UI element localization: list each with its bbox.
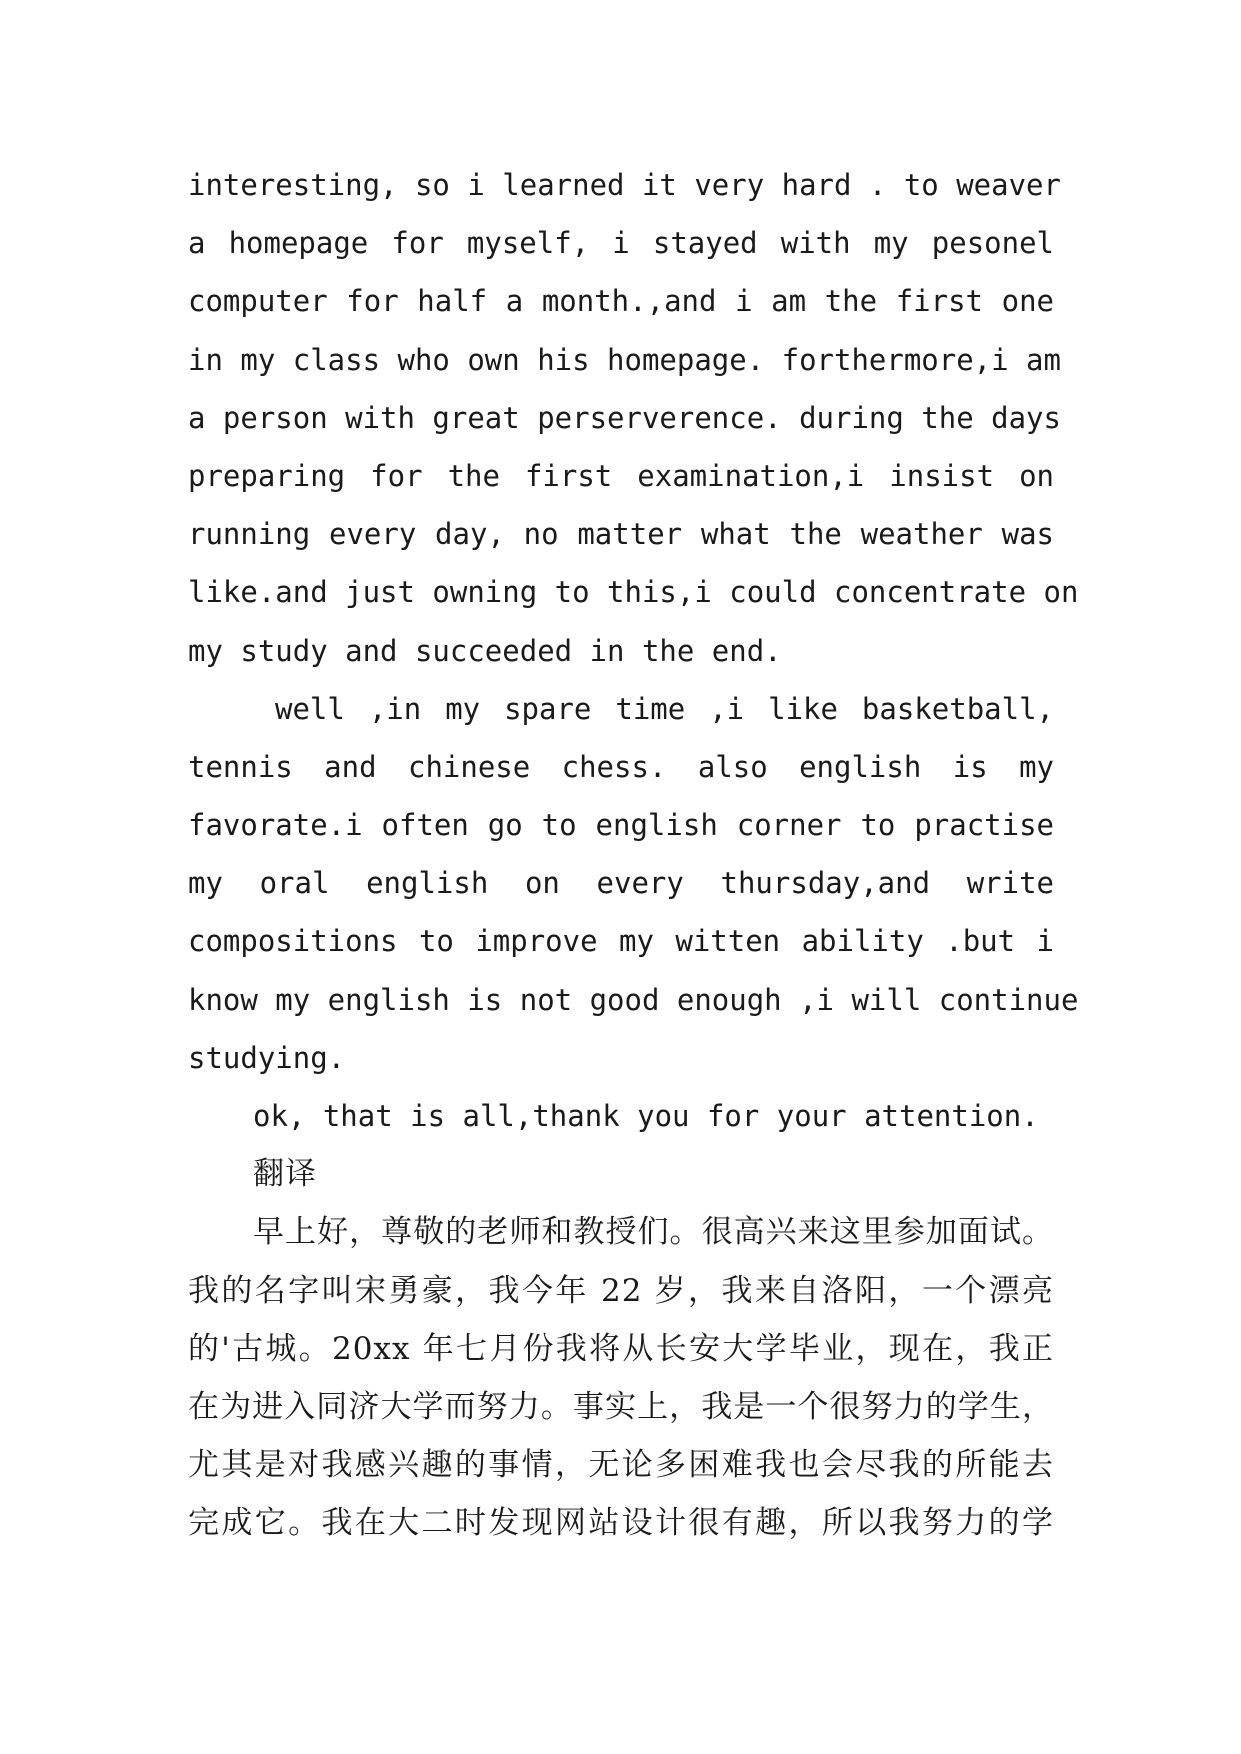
text-line: like.and just owning to this,i could concentrate on — [188, 575, 1079, 610]
text-line: 在为进入同济大学而努力。事实上，我是一个很努力的学生， — [188, 1388, 1054, 1425]
paragraph-translation — [188, 1203, 1054, 1552]
text-line: 尤其是对我感兴趣的事情，无论多困难我也会尽我的所能去 — [188, 1447, 1054, 1484]
translation-heading: 翻译 — [253, 1156, 317, 1193]
text-line: know my english is not good enough ,i will continue — [188, 982, 1079, 1017]
text-line: favorate.i often go to english corner to practise — [188, 808, 1054, 843]
text-line: my study and succeeded in the end. — [188, 633, 782, 668]
text-line: a person with great perserverence. during the days — [188, 400, 1061, 435]
text-line: computer for half a month.,and i am the first one — [188, 284, 1054, 319]
paragraph-english-1 — [188, 156, 1079, 680]
text-line: running every day, no matter what the weather was — [188, 517, 1054, 552]
text-line: well ,in my spare time ,i like basketball, — [275, 691, 1054, 726]
text-line: studying. — [188, 1040, 346, 1075]
text-line: compositions to improve my witten ability .but i — [188, 924, 1054, 959]
text-line: 的'古城。20xx 年七月份我将从长安大学毕业，现在，我正 — [188, 1330, 1054, 1367]
paragraph-english-2 — [188, 680, 1079, 1087]
text-line: preparing for the first examination,i insist on — [188, 458, 1054, 493]
text-line: a homepage for myself, i stayed with my pesonel — [188, 226, 1054, 261]
document-body — [188, 156, 1079, 1553]
text-line: in my class who own his homepage. forthermore,i am — [188, 342, 1061, 377]
closing-line: ok, that is all,thank you for your attention. — [253, 1099, 1039, 1133]
text-line: interesting, so i learned it very hard . to weaver — [188, 168, 1061, 202]
text-line: 我的名字叫宋勇豪，我今年 22 岁，我来自洛阳，一个漂亮 — [188, 1272, 1054, 1309]
text-line: 完成它。我在大二时发现网站设计很有趣，所以我努力的学 — [188, 1505, 1054, 1542]
text-line: my oral english on every thursday,and write — [188, 866, 1054, 901]
text-line: 早上好，尊敬的老师和教授们。很高兴来这里参加面试。 — [253, 1214, 1054, 1251]
text-line: tennis and chinese chess. also english is my — [188, 749, 1054, 784]
